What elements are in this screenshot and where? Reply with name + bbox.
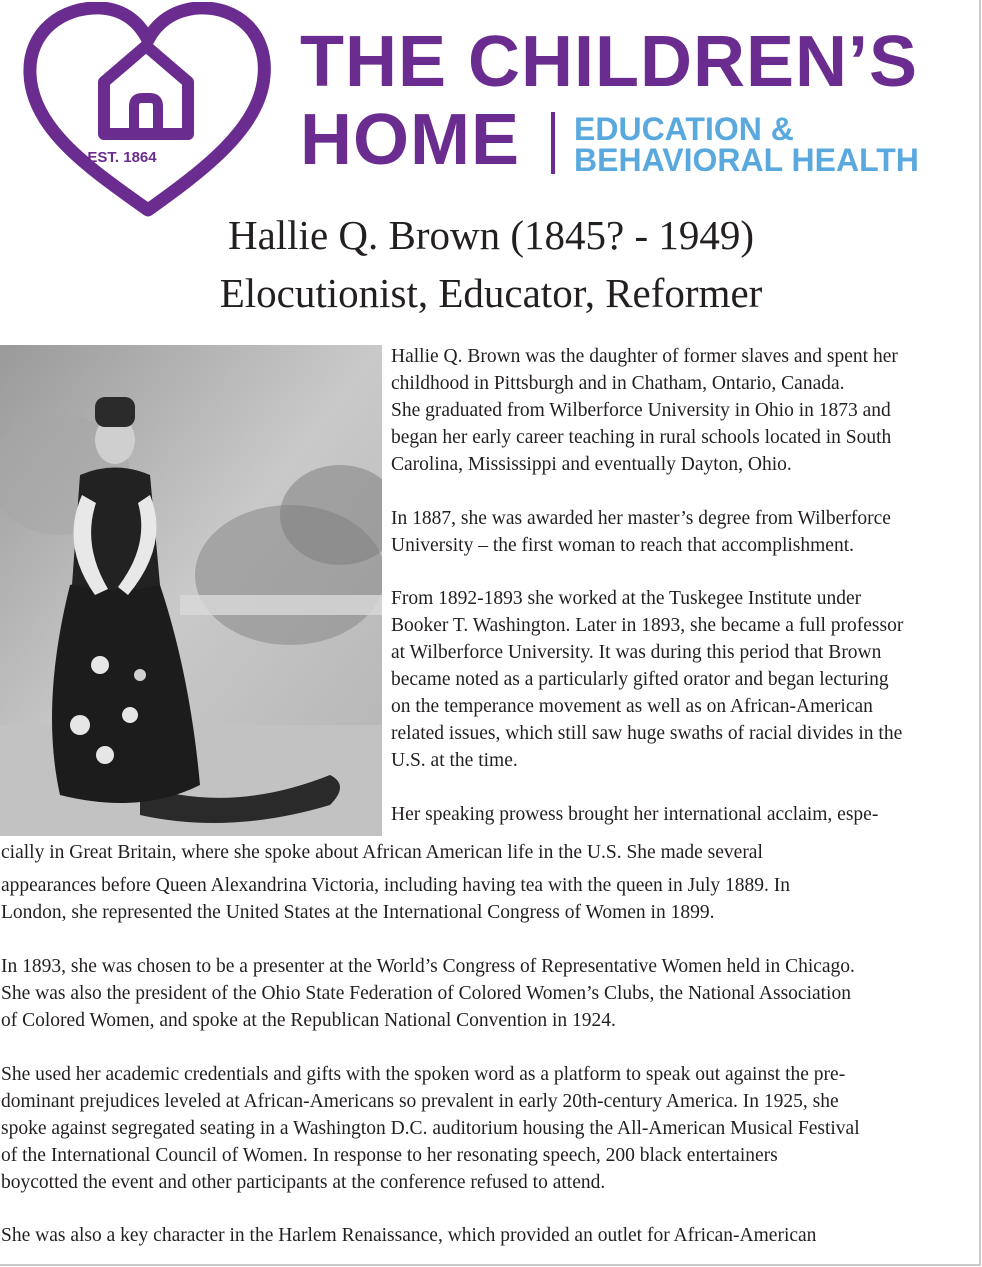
text-line: boycotted the event and other participants at the conference refused to attend. xyxy=(1,1172,606,1193)
text-line: From 1892-1893 she worked at the Tuskegee Institute under xyxy=(391,588,862,609)
text-line: In 1887, she was awarded her master’s degree from Wilberforce xyxy=(391,508,891,529)
text-line: Her speaking prowess brought her international acclaim, espe- xyxy=(391,804,879,825)
brand-subtitle-line1: EDUCATION & xyxy=(574,111,794,147)
brand-divider xyxy=(551,112,555,174)
page-subtitle: Elocutionist, Educator, Reformer xyxy=(219,270,763,316)
text-line: cially in Great Britain, where she spoke about African American life in the U.S. She made several xyxy=(1,842,763,863)
text-line: childhood in Pittsburgh and in Chatham, Ontario, Canada. xyxy=(391,373,845,394)
brand-name-line1: THE CHILDREN’S xyxy=(300,22,919,102)
text-line: She used her academic credentials and gifts with the spoken word as a platform to speak out against the pre- xyxy=(1,1064,846,1085)
text-line: Booker T. Washington. Later in 1893, she became a full professor xyxy=(391,615,904,636)
text-line: became noted as a particularly gifted orator and began lecturing xyxy=(391,669,889,690)
text-line: at Wilberforce University. It was during this period that Brown xyxy=(391,642,882,663)
text-line: of Colored Women, and spoke at the Republican National Convention in 1924. xyxy=(1,1010,616,1031)
heart-house-logo-icon xyxy=(22,2,274,220)
brand-name-line2: HOME xyxy=(300,100,520,180)
text-line: Hallie Q. Brown was the daughter of former slaves and spent her xyxy=(391,346,898,367)
text-line: She graduated from Wilberforce University in Ohio in 1873 and xyxy=(391,400,891,421)
page-title: Hallie Q. Brown (1845? - 1949) xyxy=(227,212,755,258)
text-line: She was also the president of the Ohio State Federation of Colored Women’s Clubs, the National Association xyxy=(1,983,851,1004)
text-line: Carolina, Mississippi and eventually Dayton, Ohio. xyxy=(391,454,792,475)
portrait-photo xyxy=(0,345,382,836)
text-line: University – the first woman to reach that accomplishment. xyxy=(391,535,855,556)
text-line: U.S. at the time. xyxy=(391,750,518,771)
text-line: began her early career teaching in rural schools located in South xyxy=(391,427,892,448)
brand-subtitle-line2: BEHAVIORAL HEALTH xyxy=(574,142,919,178)
text-line: She was also a key character in the Harlem Renaissance, which provided an outlet for African-American xyxy=(1,1225,817,1246)
text-line: of the International Council of Women. In response to her resonating speech, 200 black entertainers xyxy=(1,1145,778,1166)
text-line: on the temperance movement as well as on African-American xyxy=(391,696,873,717)
text-line: appearances before Queen Alexandrina Victoria, including having tea with the queen in July 1889. In xyxy=(1,875,791,896)
text-line: In 1893, she was chosen to be a presenter at the World’s Congress of Representative Women held in Chicago. xyxy=(1,956,855,977)
text-line: dominant prejudices leveled at African-Americans so prevalent in early 20th-century America. In 1925, she xyxy=(1,1091,839,1112)
est-year-text: EST. 1864 xyxy=(87,149,157,166)
text-line: spoke against segregated seating in a Washington D.C. auditorium housing the All-American Musical Festival xyxy=(1,1118,860,1139)
text-line: London, she represented the United States at the International Congress of Women in 1899. xyxy=(1,902,715,923)
text-line: related issues, which still saw huge swaths of racial divides in the xyxy=(391,723,903,744)
